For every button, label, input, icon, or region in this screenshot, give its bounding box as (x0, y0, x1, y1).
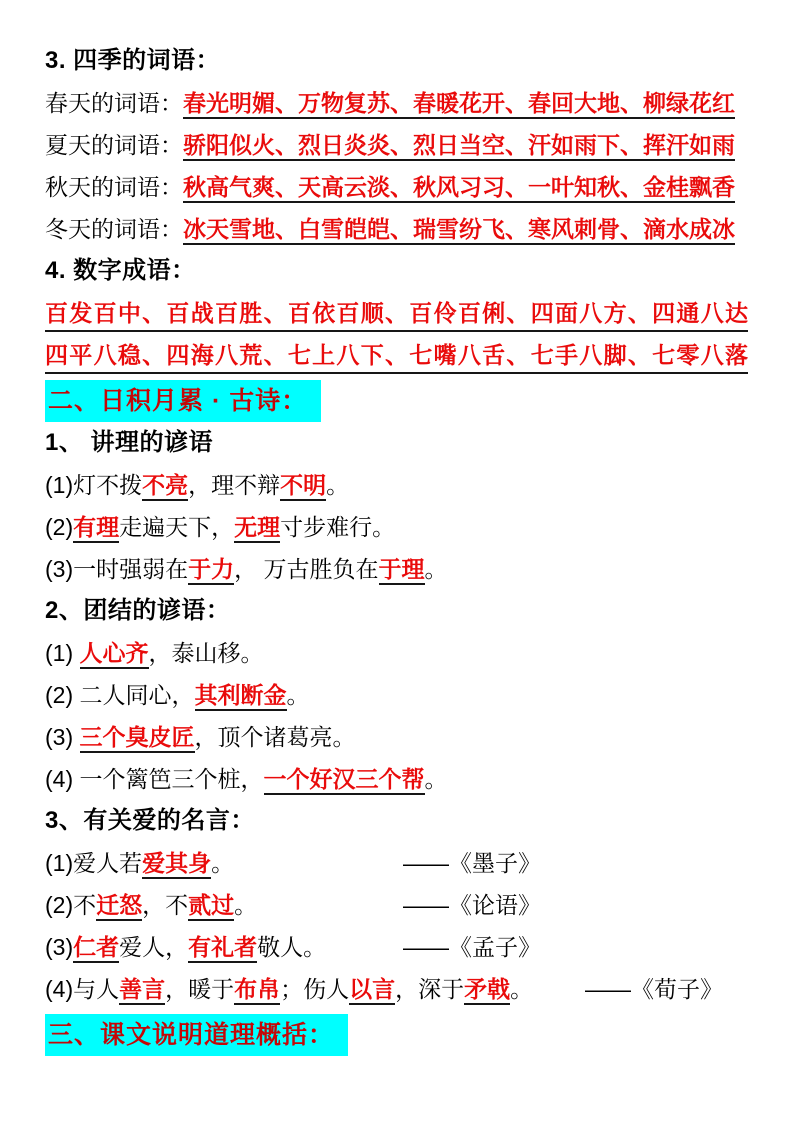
text-run: (4) 一个篱笆三个桩， (45, 766, 264, 792)
season-row-winter (45, 208, 748, 250)
season-words: 秋高气爽、天高云淡、秋风习习、一叶知秋、金桂飘香 (183, 174, 735, 203)
quote-text (45, 976, 533, 1005)
proverb-line (45, 716, 748, 758)
highlight-word: 有理 (73, 514, 119, 543)
highlight-word: 人心齐 (80, 640, 149, 669)
text-run: 走遍天下， (119, 514, 235, 540)
text-run: 。 (211, 850, 235, 876)
highlight-word: 贰过 (188, 892, 234, 921)
season-words: 春光明媚、万物复苏、春暖花开、春回大地、柳绿花红 (183, 90, 735, 119)
text-run: (2) 二人同心， (45, 682, 195, 708)
section-banner-gushi: 二、日积月累 · 古诗： (45, 380, 321, 422)
highlight-word: 以言 (349, 976, 395, 1005)
season-row-autumn (45, 166, 748, 208)
text-run: ，不 (142, 892, 189, 918)
proverb-line (45, 506, 748, 548)
banner-row (45, 376, 748, 422)
subheading-ai-mingyan: 3、有关爱的名言： (45, 807, 255, 834)
quote-line (45, 926, 748, 968)
text-run: 。 (326, 472, 350, 498)
text-run: 。 (510, 976, 534, 1002)
quote-source: ——《孟子》 (403, 934, 541, 960)
text-run: ，顶个诸葛亮。 (194, 724, 356, 750)
highlight-word: 布帛 (234, 976, 280, 1005)
season-row-summer (45, 124, 748, 166)
section-heading-number-idioms: 4. 数字成语： (45, 257, 196, 284)
proverb-line (45, 464, 748, 506)
text-run: ，泰山移。 (148, 640, 264, 666)
text-run: (1)爱人若 (45, 850, 143, 876)
text-run: (1)灯不拨 (45, 472, 143, 498)
text-run: ，深于 (395, 976, 465, 1002)
highlight-word: 善言 (119, 976, 165, 1005)
highlight-word: 于力 (188, 556, 234, 585)
quote-text (45, 850, 234, 879)
text-run: ， 万古胜负在 (234, 556, 379, 582)
quote-source: ——《墨子》 (403, 850, 541, 876)
banner-row (45, 1010, 748, 1056)
text-run: ；伤人 (280, 976, 350, 1002)
text-run: (4)与人 (45, 976, 120, 1002)
text-run: 寸步难行。 (280, 514, 396, 540)
text-run: (2) (45, 514, 74, 540)
quote-text (45, 934, 326, 963)
season-row-spring (45, 82, 748, 124)
highlight-word: 矛戟 (464, 976, 510, 1005)
text-run: (1) (45, 640, 80, 666)
quote-line (45, 968, 748, 1010)
text-run: (2)不 (45, 892, 97, 918)
season-label: 冬天的词语： (45, 216, 183, 242)
text-run: 。 (424, 766, 448, 792)
text-run: 。 (286, 682, 310, 708)
text-run: 。 (424, 556, 448, 582)
proverb-line (45, 674, 748, 716)
text-run: 敬人。 (257, 934, 327, 960)
text-run: (3)一时强弱在 (45, 556, 189, 582)
subheading-liangli: 1、 讲理的谚语 (45, 429, 214, 456)
highlight-word: 不亮 (142, 472, 188, 501)
quote-text (45, 892, 257, 921)
highlight-word: 一个好汉三个帮 (264, 766, 425, 795)
text-run: ，理不辩 (188, 472, 281, 498)
season-words: 骄阳似火、烈日炎炎、烈日当空、汗如雨下、挥汗如雨 (183, 132, 735, 161)
proverb-line (45, 548, 748, 590)
highlight-word: 三个臭皮匠 (80, 724, 195, 753)
quote-line (45, 884, 748, 926)
highlight-word: 其利断金 (195, 682, 287, 711)
quote-source: ——《论语》 (403, 892, 541, 918)
highlight-word: 不明 (280, 472, 326, 501)
quote-source: ——《荀子》 (585, 976, 723, 1002)
text-run: (3) (45, 934, 74, 960)
idiom-words: 百发百中、百战百胜、百依百顺、百伶百俐、四面八方、四通八达 (45, 297, 748, 332)
highlight-word: 有礼者 (188, 934, 257, 963)
idiom-row (45, 334, 748, 376)
highlight-word: 于理 (379, 556, 425, 585)
idiom-words: 四平八稳、四海八荒、七上八下、七嘴八舌、七手八脚、七零八落 (45, 339, 748, 374)
subheading-tuanjie: 2、团结的谚语： (45, 597, 231, 624)
proverb-line (45, 632, 748, 674)
section-banner-kewen: 三、课文说明道理概括： (45, 1014, 348, 1056)
text-run: 爱人， (119, 934, 189, 960)
section-heading-seasons: 3. 四季的词语： (45, 47, 221, 74)
highlight-word: 仁者 (73, 934, 119, 963)
season-label: 秋天的词语： (45, 174, 183, 200)
season-words: 冰天雪地、白雪皑皑、瑞雪纷飞、寒风刺骨、滴水成冰 (183, 216, 735, 245)
text-run: 。 (234, 892, 258, 918)
highlight-word: 无理 (234, 514, 280, 543)
highlight-word: 爱其身 (142, 850, 211, 879)
proverb-line (45, 758, 748, 800)
season-label: 夏天的词语： (45, 132, 183, 158)
season-label: 春天的词语： (45, 90, 183, 116)
highlight-word: 迁怒 (96, 892, 142, 921)
idiom-row (45, 292, 748, 334)
text-run: (3) (45, 724, 80, 750)
quote-line (45, 842, 748, 884)
text-run: ，暖于 (165, 976, 235, 1002)
